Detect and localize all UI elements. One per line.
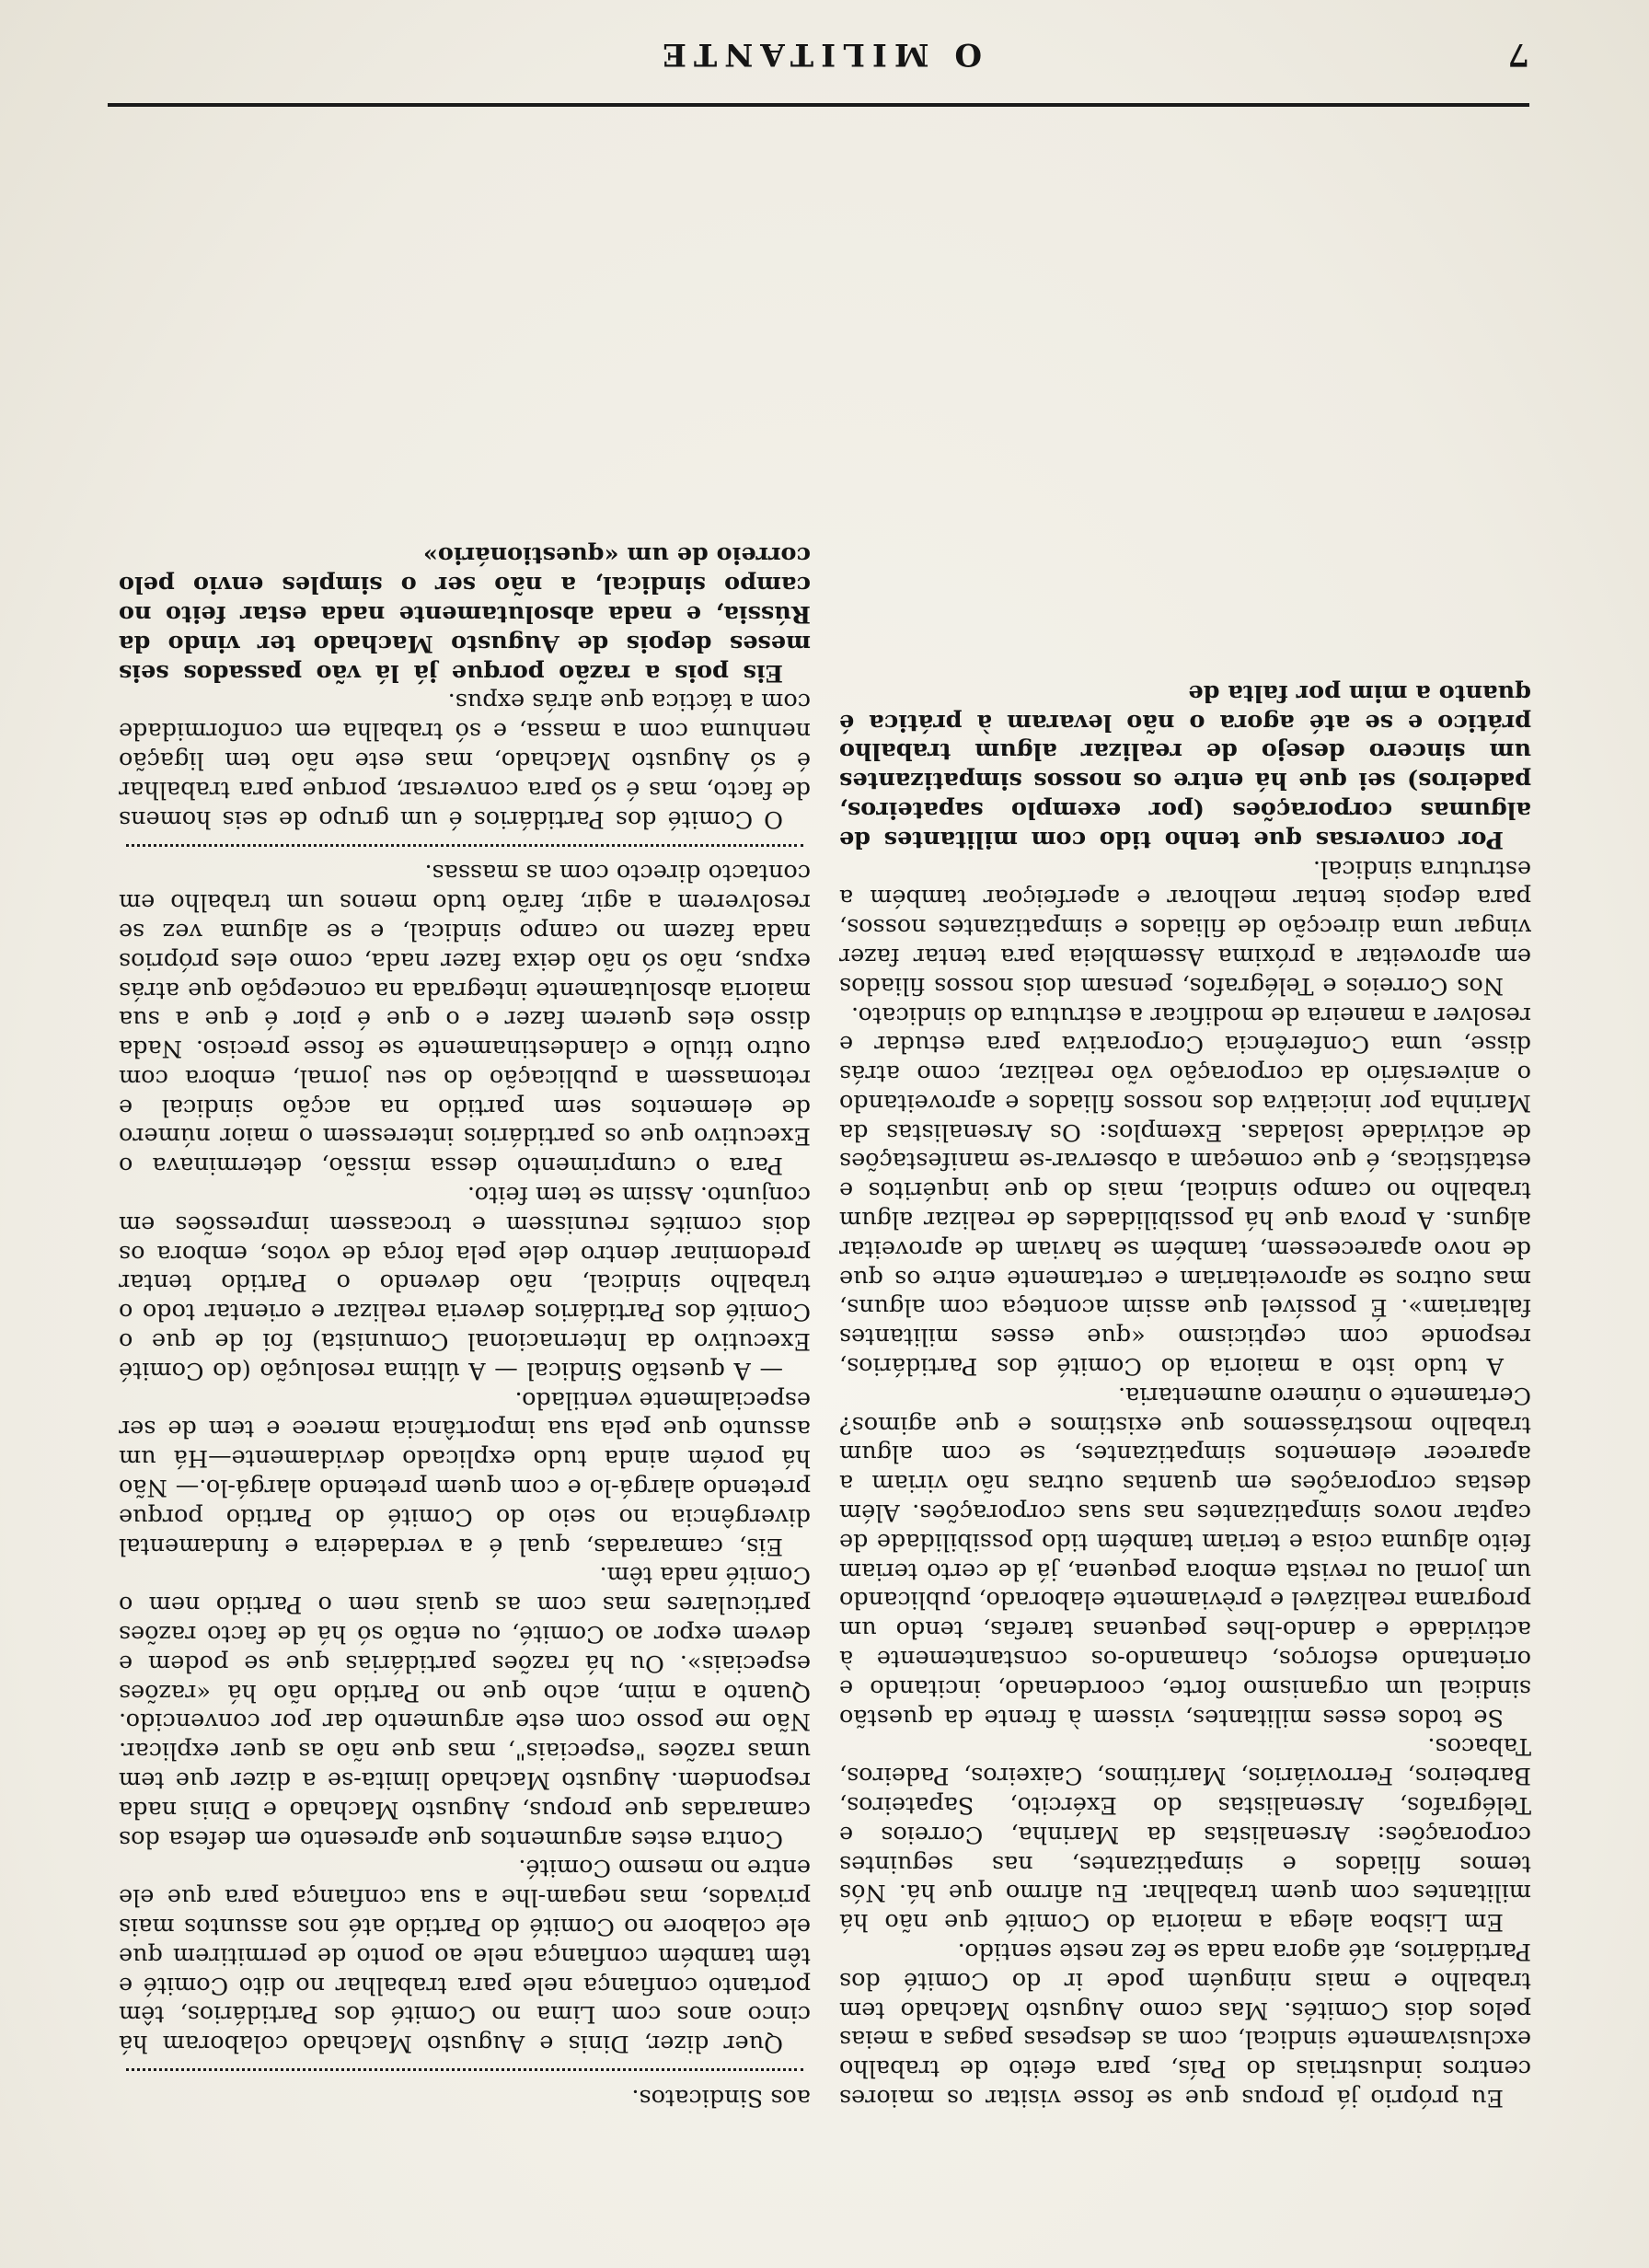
header-rule <box>108 103 1529 107</box>
paragraph: Nos Correios e Telégrafos, pensam dois nossos filiados em aproveitar a próxima Assembleia para tentar fazer vingar uma direcção de filiados e simpatizantes nossos, para depois tentar melhorar e aperfeiçoar também a estrutura sindical. <box>839 854 1531 1000</box>
right-column <box>839 133 1531 2112</box>
left-column <box>119 133 811 2112</box>
page-number: 7 <box>1507 36 1529 73</box>
paragraph: Eis, camaradas, qual é a verdadeira e fundamental divergência no seio do Comité do Partido porque pretendo alargá-lo e com quem pretendo alargá-lo.— Não há porém ainda tudo explicado devidamente—Há um assunto que pela sua importância merece e tem de ser especialmente ventilado. <box>119 1385 811 1560</box>
paragraph: Eis pois a razão porque já lá vão passados seis meses depois de Augusto Machado ter vindo da Rússia, e nada absolutamente nada estar feito no campo sindical, a não ser o simples envio pelo correio de um «questionário» <box>119 541 811 687</box>
paragraph: Quer dizer, Dinis e Augusto Machado colaboram há cinco anos com Lima no Comité dos Partidários, têm portanto confiança nele para trabalhar no dito Comité e têm também confiança nele ao ponto de permitirem que ele colabore no Comité do Partido até nos assuntos mais privados, mas negam-lhe a sua confiança para que ele entre no mesmo Comité. <box>119 1854 811 2058</box>
paragraph: Por conversas que tenho tido com militantes de algumas corporações (por exemplo sapateiros, padeiros) sei que há entre os nossos simpatizantes um sincero desejo de realizar algum trabalho prático e se até agora o não levaram à prática é quanto a mim por falta de <box>839 678 1531 853</box>
dotted-separator <box>126 2068 803 2071</box>
paragraph: Contra estes argumentos que apresento em defesa dos camaradas que propus, Augusto Machado e Dinis nada respondem. Augusto Machado limita-se a dizer que tem umas razões "especiais", mas que não as quer explicar. Não me posso com este argumento dar por convencido. Quanto a mim, acho que no Partido não há «razões especiais». Ou há razões partidárias que se podem e devem expor ao Comité, ou então só há de facto razões particulares mas com as quais nem o Partido nem o Comité nada têm. <box>119 1561 811 1853</box>
paragraph: Se todos esses militantes, vissem à frente da questão sindical um organismo forte, coordenado, incitando e orientando esforços, chamando-os constantemente à actividade e dando-lhes pequenas tarefas, tendo um programa realizável e prèviamente elaborado, publicando um jornal ou revista embora pequena, já de certo teriam feito alguma coisa e teriam também tido possibilidade de captar novos simpatizantes nas suas corporações. Além destas corporações em quantas outras não viriam a aparecer elementos simpatizantes, se com algum trabalho mostrássemos que existimos e que agimos? Certamente o número aumentaria. <box>839 1381 1531 1731</box>
paragraph: Para o cumprimento dessa missão, determinava o Executivo que os partidários interessem o maior número de elementos sem partido na acção sindical e retomassem a publicação do seu jornal, embora com outro título e clandestinamente se fosse preciso. Nada disso eles querem fazer e o que é pior é que a sua maioria absolutamente integrada na concepção que atrás expus, não só não deixa fazer nada, como eles próprios nada fazem no campo sindical, e se alguma vez se resolverem a agir, farão tudo menos um trabalho em contacto directo com as massas. <box>119 859 811 1180</box>
paragraph: A tudo isto a maioria do Comité dos Partidários, responde com cepticismo «que esses militantes faltariam». É possível que assim aconteça com alguns, mas outros se aproveitariam e certamente entre os que de novo aparecessem, também se haviam de aproveitar alguns. A prova que há possibilidades de realizar algum trabalho no campo sindical, mais do que inquéritos e estatísticas, é que começam a observar-se manifestações de actividade isoladas. Exemplos: Os Arsenalistas da Marinha por iniciativa dos nossos filiados e aproveitando o aniversário da corporação vão realizar, como atrás disse, uma Conferência Corporativa para estudar e resolver a maneira de modificar a estrutura do sindicato. <box>839 1001 1531 1381</box>
paragraph: Em Lisboa alega a maioria do Comité que não há militantes com quem trabalhar. Eu afirmo que há. Nós temos filiados e simpatizantes, nas seguintes corporações: Arsenalistas da Marinha, Correios e Telégrafos, Arsenalistas do Exército, Sapateiros, Barbeiros, Ferroviários, Marítimos, Caixeiros, Padeiros, Tabacos. <box>839 1732 1531 1937</box>
newspaper-title: O MILITANTE <box>655 36 982 73</box>
page-header <box>108 32 1529 78</box>
paragraph: Eu próprio já propus que se fosse visitar os maiores centros industriais do País, para efeito de trabalho exclusivamente sindical, com as despesas pagas a meias pelos dois Comités. Mas como Augusto Machado tem trabalho e mais ninguém pode ir do Comité dos Partidários, até agora nada se fez neste sentido. <box>839 1938 1531 2112</box>
dotted-separator <box>126 844 803 847</box>
paragraph: aos Sindicatos. <box>631 2084 811 2112</box>
paragraph: O Comité dos Partidários é um grupo de seis homens de facto, mas é só para conversar, porque para trabalhar é só Augusto Machado, mas este não tem ligação nenhuma com a massa, e só trabalha em conformidade com a táctica que atrás expus. <box>119 688 811 833</box>
paragraph: — A questão Sindical — A última resolução (do Comité Executivo da Internacional Comunista) foi de que o Comité dos Partidários deveria realizar e orientar todo o trabalho sindical, não devendo o Partido tentar predominar dentro dele pela força de votos, embora os dois comités reunissem e trocassem impressões em conjunto. Assim se tem feito. <box>119 1181 811 1384</box>
